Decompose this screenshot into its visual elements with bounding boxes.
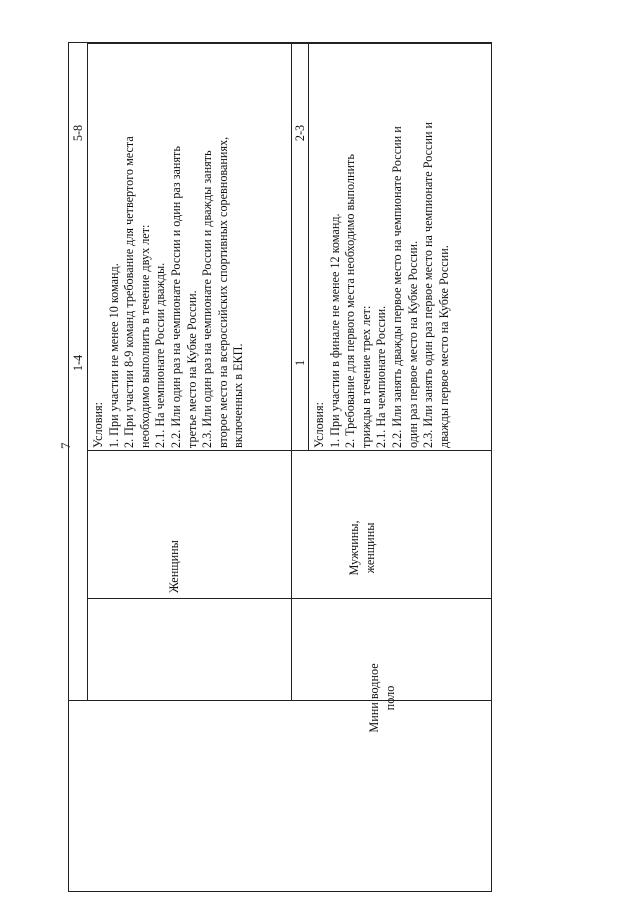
place-to-2: 2-3 <box>293 124 307 142</box>
conditions-1: Условия: 1. При участии не менее 10 команд. 2. При участии 8-9 команд требование для четвертого места необходимо выполнить в течение двух лет: 2.1. На чемпионате России дважды. 2.2. Или один раз на чемпионате России и один раз занять третье место на Кубке России. 2.3. Или один раз на чемпионате России и дважды занять второе место на всероссийских спортивных соревнованиях, включенных в ЕКП. <box>91 136 246 448</box>
sport-label-line2: поло <box>382 685 397 711</box>
header-top-line <box>87 43 491 44</box>
place-from-1: 1-4 <box>71 354 85 372</box>
place-to-1: 5-8 <box>71 124 85 142</box>
row-divider <box>291 43 292 700</box>
page-number: 7 <box>58 442 73 449</box>
conditions-2: Условия: 1. При участии в финале не менее 12 команд. 2. Требование для первого места необходимо выполнить трижды в течение трех лет: 2.1. На чемпионате России. 2.2. Или занять дважды первое место на чемпионате России и один раз первое место на Кубке России. 2.3. Или занять один раз первое место на чемпионате России и дважды первое место на Кубке России. <box>312 121 451 448</box>
place-columns-divider <box>87 450 491 451</box>
group-women: Женщины <box>167 540 181 593</box>
standards-table <box>68 42 492 892</box>
group-column-divider <box>87 598 491 599</box>
sport-label-line1: Мини водное <box>367 663 381 733</box>
group-men-women: Мужчины, женщины <box>347 520 377 576</box>
place-from-2: 1 <box>293 359 307 367</box>
sport-label <box>367 643 398 753</box>
place-row-divider-1 <box>87 43 88 700</box>
sport-column-divider <box>69 700 491 701</box>
